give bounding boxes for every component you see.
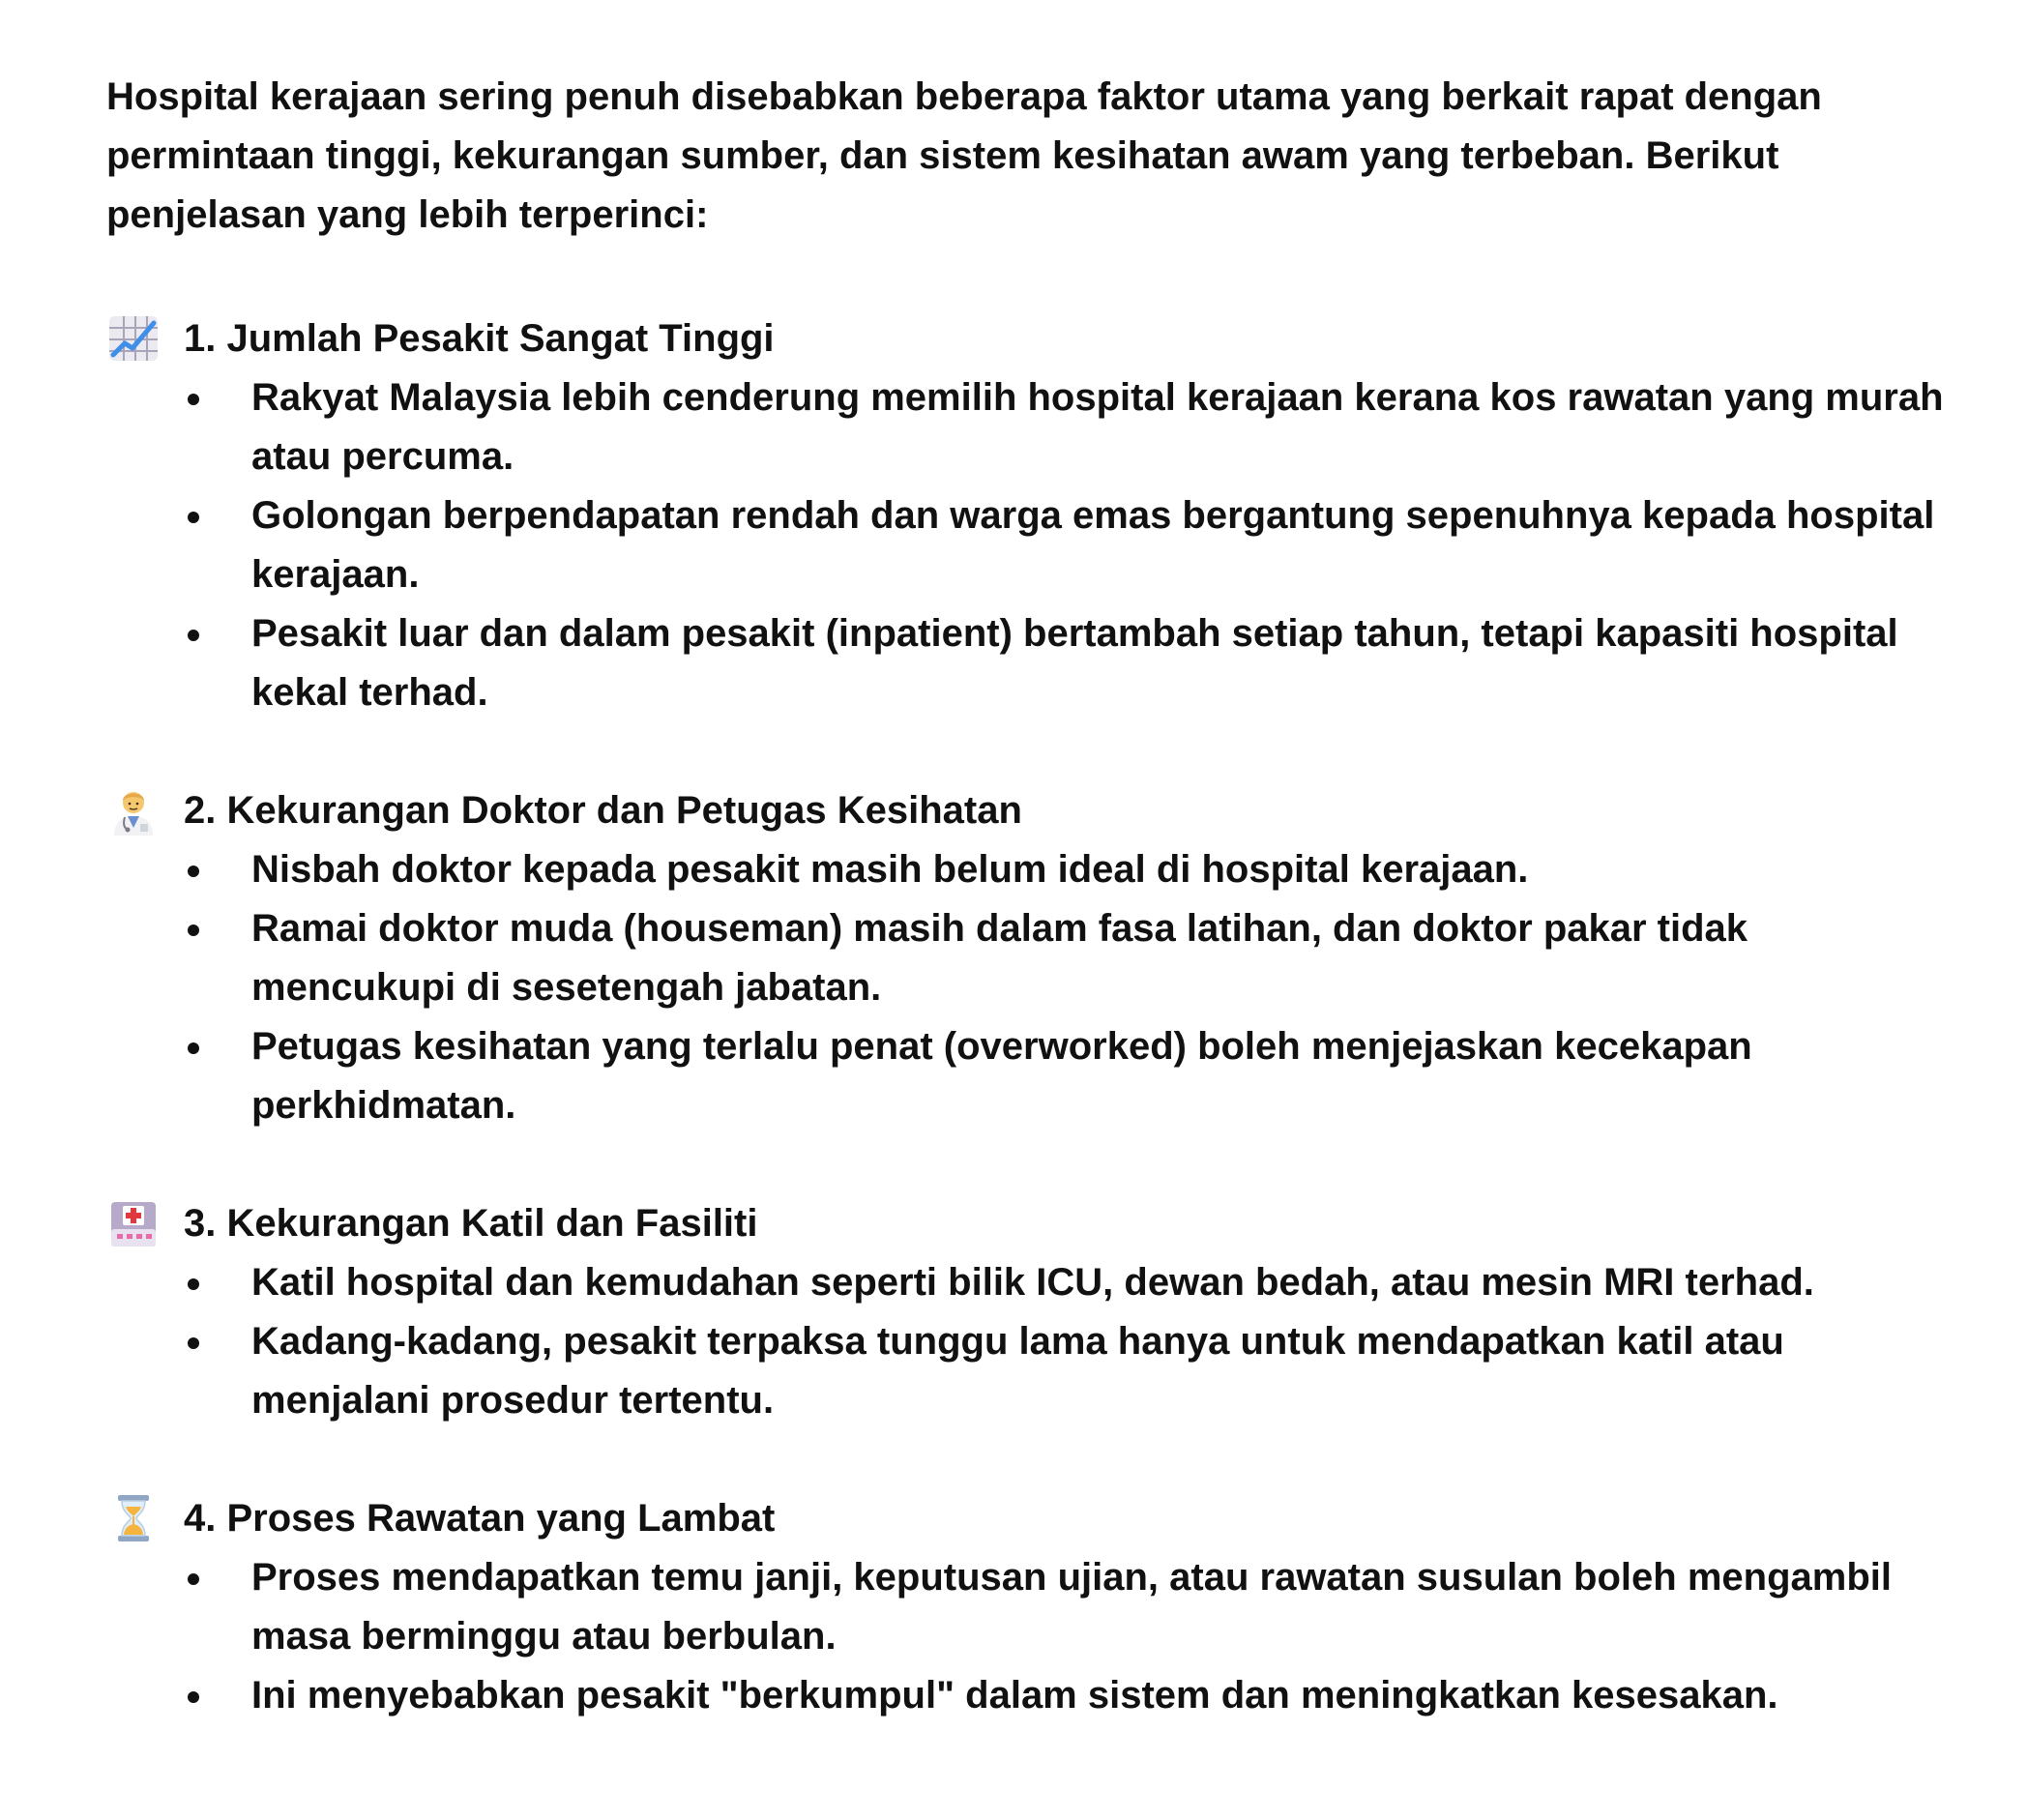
health-worker-icon xyxy=(106,785,161,836)
list-item xyxy=(106,604,1944,722)
list-item-text: Rakyat Malaysia lebih cenderung memilih hospital kerajaan kerana kos rawatan yang murah atau percuma. xyxy=(251,376,1944,478)
section-title: 4. Proses Rawatan yang Lambat xyxy=(184,1496,776,1540)
section-title: 1. Jumlah Pesakit Sangat Tinggi xyxy=(184,316,775,360)
bullet-dot xyxy=(188,1573,199,1585)
intro-paragraph: Hospital kerajaan sering penuh disebabkan beberapa faktor utama yang berkait rapat dengan permintaan tinggi, kekurangan sumber, dan sistem kesihatan awam yang terbeban. Berikut penjelasan yang lebih terperinci: xyxy=(106,75,1822,236)
list-item xyxy=(106,899,1944,1017)
list-item-text: Ramai doktor muda (houseman) masih dalam fasa latihan, dan doktor pakar tidak mencukupi di sesetengah jabatan. xyxy=(251,907,1748,1009)
bullet-dot xyxy=(188,1042,199,1054)
bullet-dot xyxy=(188,630,199,641)
bullet-list xyxy=(106,1548,1944,1725)
bullet-dot xyxy=(188,512,199,523)
list-item xyxy=(106,840,1944,899)
section-heading xyxy=(106,780,1944,840)
section-title: 2. Kekurangan Doktor dan Petugas Kesihatan xyxy=(184,788,1022,832)
bullet-list xyxy=(106,368,1944,722)
list-item xyxy=(106,1548,1944,1666)
bullet-dot xyxy=(188,394,199,405)
list-item-text: Proses mendapatkan temu janji, keputusan ujian, atau rawatan susulan boleh mengambil masa berminggu atau berbulan. xyxy=(251,1556,1892,1658)
bullet-dot xyxy=(188,925,199,936)
bullet-list xyxy=(106,840,1944,1135)
list-item-text: Nisbah doktor kepada pesakit masih belum ideal di hospital kerajaan. xyxy=(251,848,1529,891)
section-staff-shortage xyxy=(106,780,1944,1135)
section-bed-shortage xyxy=(106,1193,1944,1430)
bullet-dot xyxy=(188,866,199,877)
list-item xyxy=(106,368,1944,486)
section-heading xyxy=(106,1193,1944,1253)
document-body xyxy=(106,68,1944,1725)
list-item xyxy=(106,1666,1944,1725)
chart-increasing-icon xyxy=(106,313,161,364)
bullet-dot xyxy=(188,1691,199,1703)
list-item-text: Golongan berpendapatan rendah dan warga emas bergantung sepenuhnya kepada hospital kerajaan. xyxy=(251,494,1935,596)
section-patient-volume xyxy=(106,308,1944,722)
list-item-text: Pesakit luar dan dalam pesakit (inpatient) bertambah setiap tahun, tetapi kapasiti hospital kekal terhad. xyxy=(251,612,1898,714)
bullet-dot xyxy=(188,1278,199,1290)
hourglass-icon xyxy=(106,1493,161,1543)
section-heading xyxy=(106,308,1944,368)
list-item-text: Katil hospital dan kemudahan seperti bilik ICU, dewan bedah, atau mesin MRI terhad. xyxy=(251,1261,1814,1304)
section-title: 3. Kekurangan Katil dan Fasiliti xyxy=(184,1201,758,1245)
list-item xyxy=(106,1017,1944,1135)
list-item xyxy=(106,486,1944,604)
list-item-text: Petugas kesihatan yang terlalu penat (overworked) boleh menjejaskan kecekapan perkhidmatan. xyxy=(251,1025,1752,1127)
bullet-dot xyxy=(188,1337,199,1349)
section-slow-process xyxy=(106,1488,1944,1725)
list-item xyxy=(106,1253,1944,1312)
list-item xyxy=(106,1312,1944,1430)
section-heading xyxy=(106,1488,1944,1548)
bullet-list xyxy=(106,1253,1944,1430)
list-item-text: Ini menyebabkan pesakit "berkumpul" dalam sistem dan meningkatkan kesesakan. xyxy=(251,1674,1778,1717)
list-item-text: Kadang-kadang, pesakit terpaksa tunggu lama hanya untuk mendapatkan katil atau menjalani prosedur tertentu. xyxy=(251,1320,1784,1422)
hospital-icon xyxy=(106,1198,161,1248)
